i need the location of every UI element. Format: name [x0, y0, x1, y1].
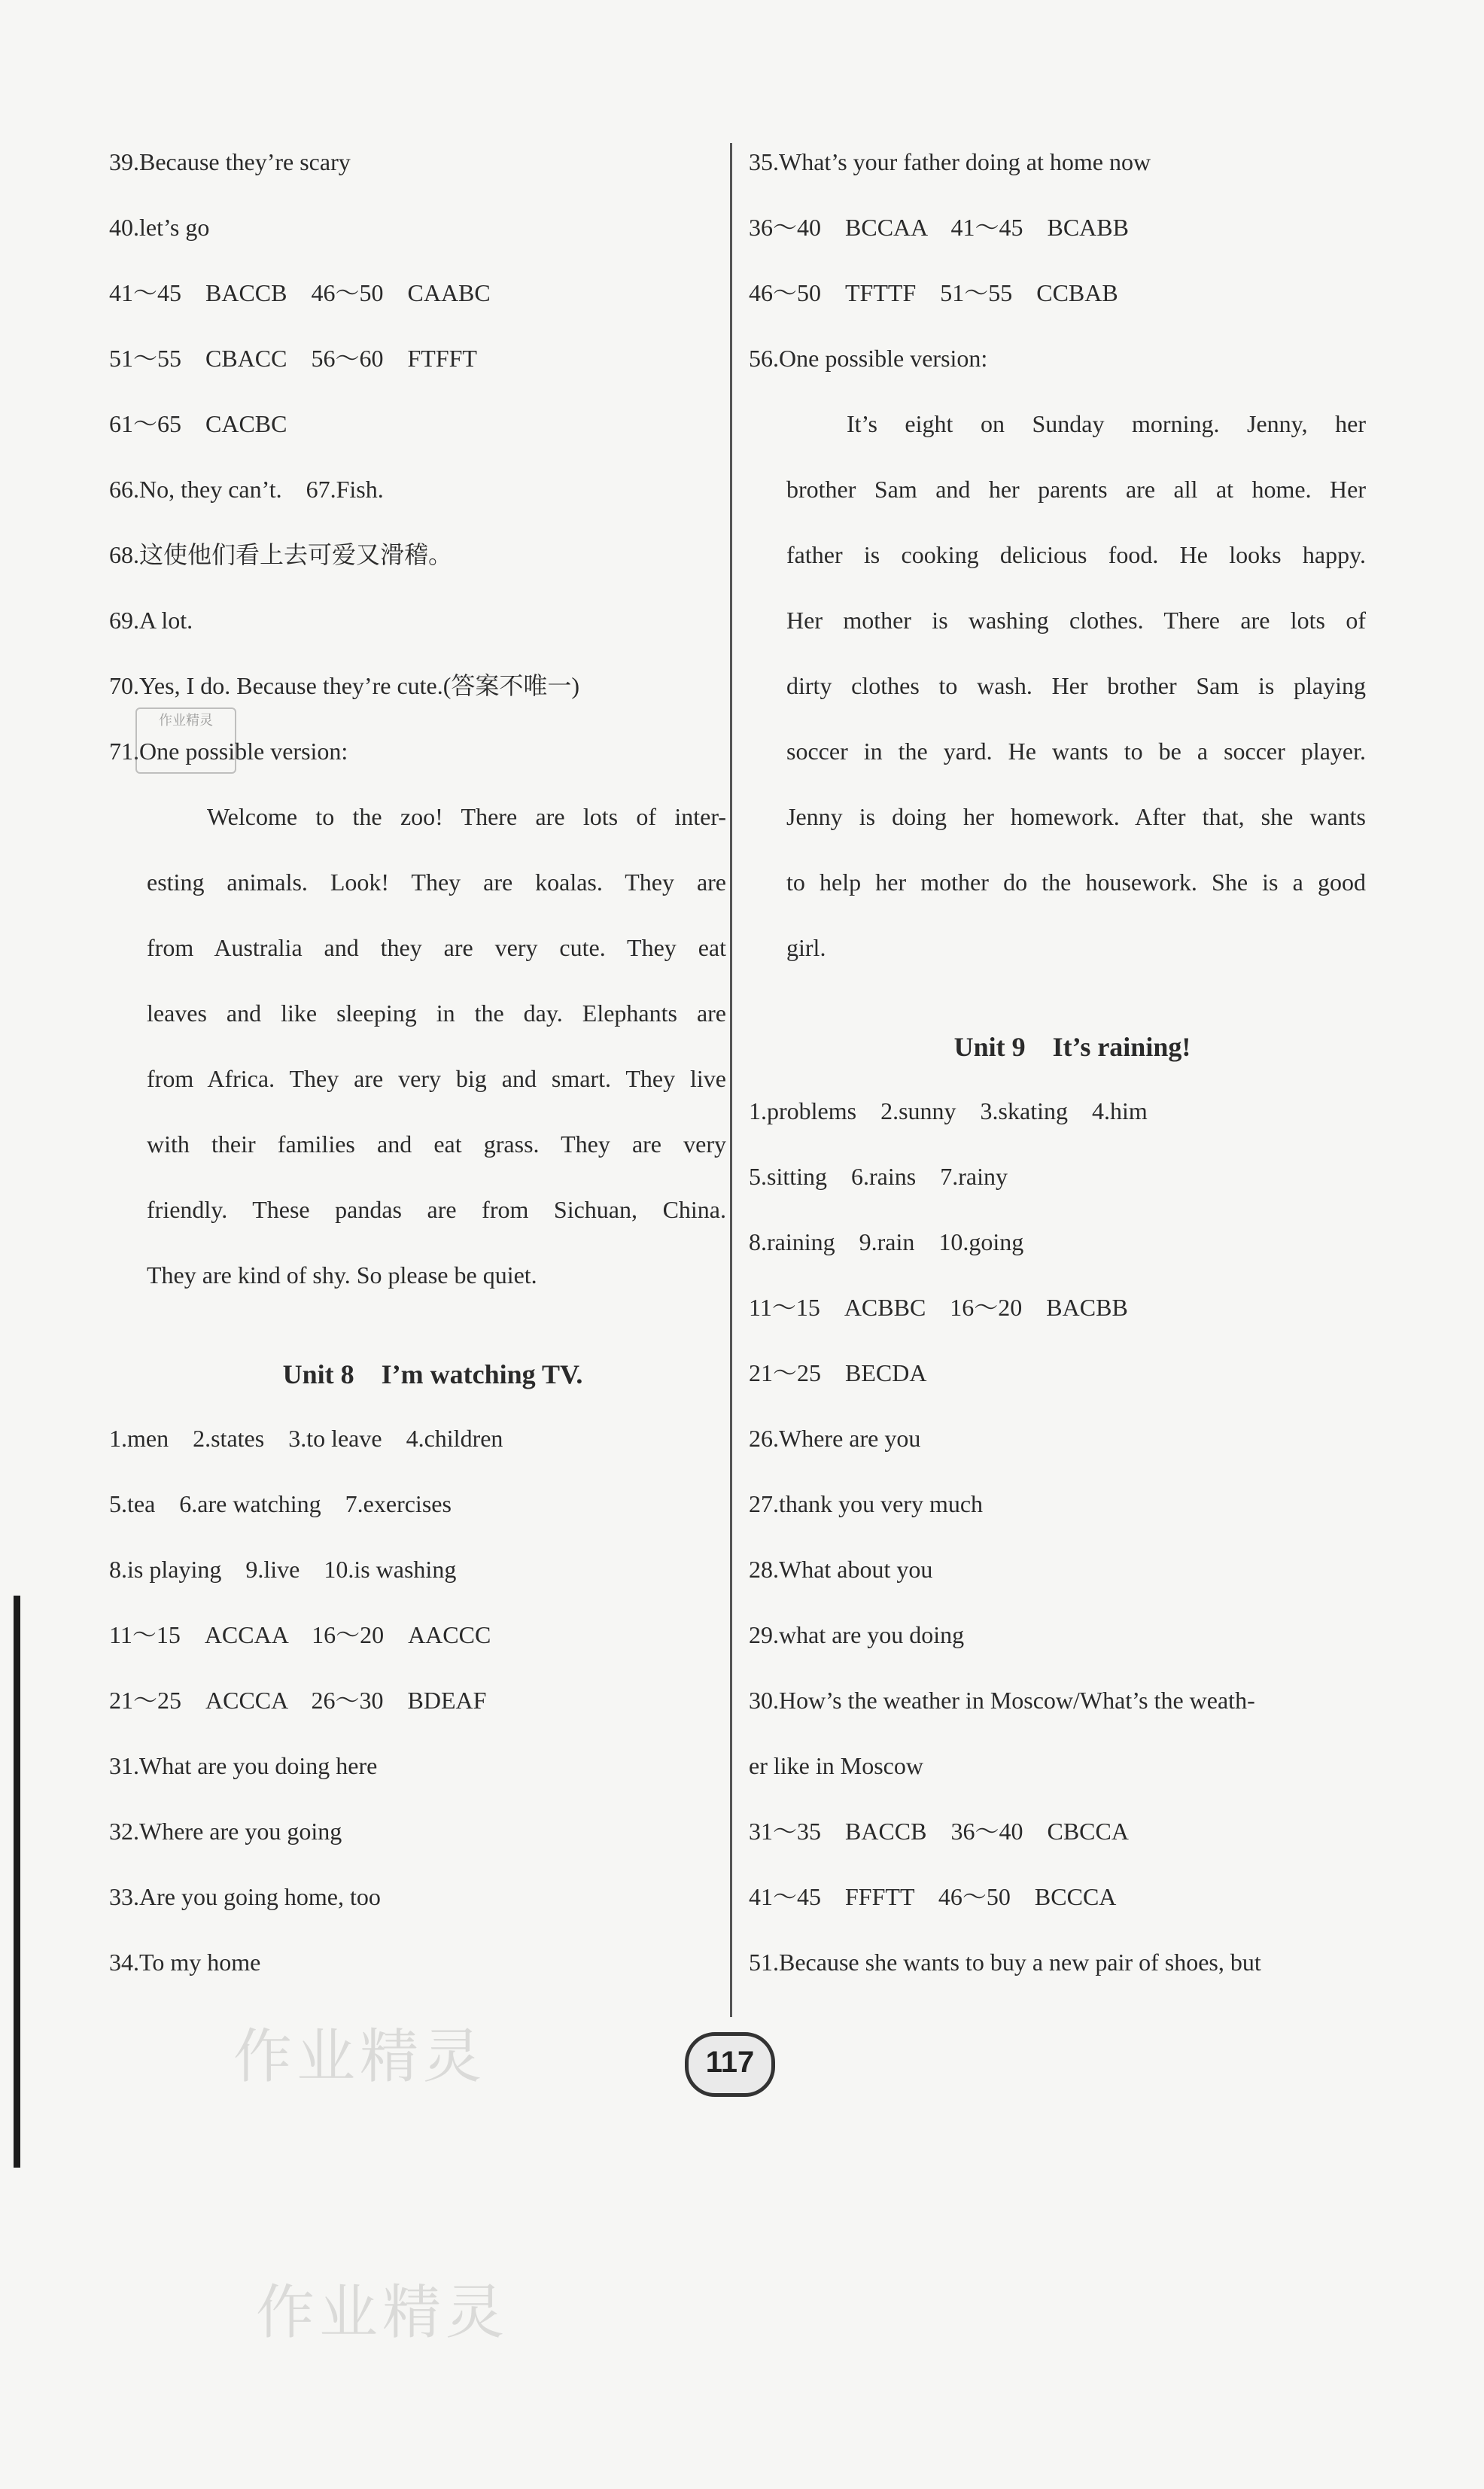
essay-line: esting animals. Look! They are koalas. They are [147, 869, 726, 896]
answer-line: 1.men 2.states 3.to leave 4.children [109, 1425, 503, 1452]
essay-line: brother Sam and her parents are all at home. Her [786, 476, 1366, 503]
right-column [749, 143, 1366, 2009]
answer-line: 31.What are you doing here [109, 1752, 378, 1779]
answer-line: 66.No, they can’t. 67.Fish. [109, 476, 384, 503]
answer-line: 56.One possible version: [749, 345, 988, 372]
answer-line: 1.problems 2.sunny 3.skating 4.him [749, 1097, 1148, 1124]
essay-line: soccer in the yard. He wants to be a soccer player. [786, 738, 1366, 765]
answer-line: 36～40 BCCAA 41～45 BCABB [749, 214, 1129, 241]
essay-line: from Africa. They are very big and smart. They live [147, 1065, 726, 1092]
answer-line: 26.Where are you [749, 1425, 921, 1452]
essay-line: It’s eight on Sunday morning. Jenny, her [847, 410, 1366, 437]
answer-line: 39.Because they’re scary [109, 148, 351, 175]
answer-line: 34.To my home [109, 1949, 261, 1976]
answer-line: 35.What’s your father doing at home now [749, 148, 1151, 175]
essay-line: dirty clothes to wash. Her brother Sam is playing [786, 672, 1366, 699]
essay-line: They are kind of shy. So please be quiet. [147, 1261, 537, 1289]
answer-line: 29.what are you doing [749, 1621, 965, 1648]
answer-line: 8.raining 9.rain 10.going [749, 1228, 1024, 1255]
binding-edge-bar [14, 1596, 20, 2168]
essay-line: father is cooking delicious food. He looks happy. [786, 541, 1366, 568]
answer-line: 27.thank you very much [749, 1490, 984, 1517]
answer-line: er like in Moscow [749, 1752, 923, 1779]
answer-line: 28.What about you [749, 1556, 933, 1583]
watermark: 作业精灵 [233, 2023, 487, 2091]
answer-line: 41～45 FFFTT 46～50 BCCCA [749, 1883, 1117, 1910]
answer-line: 51～55 CBACC 56～60 FTFFT [109, 345, 477, 372]
answer-line: 11～15 ACCAA 16～20 AACCC [109, 1621, 491, 1648]
answer-line: 71.One possible version: [109, 738, 348, 765]
answer-line: 33.Are you going home, too [109, 1883, 381, 1910]
column-divider [730, 143, 732, 2017]
watermark-stamp: 作业精灵 [135, 707, 236, 774]
unit-8-heading: Unit 8 I’m watching TV. [282, 1359, 583, 1389]
unit-9-heading: Unit 9 It’s raining! [953, 1032, 1191, 1062]
essay-line: girl. [786, 934, 826, 961]
answer-line: 5.sitting 6.rains 7.rainy [749, 1163, 1008, 1190]
answer-line: 11～15 ACBBC 16～20 BACBB [749, 1294, 1128, 1321]
essay-line: to help her mother do the housework. She is a good [786, 869, 1366, 896]
answer-line: 21～25 BECDA [749, 1359, 927, 1386]
essay-line: Jenny is doing her homework. After that, she wants [786, 803, 1366, 830]
answer-line: 40.let’s go [109, 214, 210, 241]
essay-line: with their families and eat grass. They are very [147, 1130, 726, 1158]
answer-line: 5.tea 6.are watching 7.exercises [109, 1490, 452, 1517]
answer-line: 41～45 BACCB 46～50 CAABC [109, 279, 491, 306]
essay-line: Welcome to the zoo! There are lots of inter- [207, 803, 726, 830]
sample-essay-zoo [109, 798, 726, 1322]
answer-line: 51.Because she wants to buy a new pair of shoes, but [749, 1949, 1261, 1976]
left-column [109, 143, 726, 2009]
essay-line: from Australia and they are very cute. They eat [147, 934, 726, 961]
essay-line: leaves and like sleeping in the day. Elephants are [147, 1000, 726, 1027]
watermark: 作业精灵 [256, 2279, 509, 2347]
answer-line: 30.How’s the weather in Moscow/What’s the weath- [749, 1687, 1255, 1714]
answer-line: 21～25 ACCCA 26～30 BDEAF [109, 1687, 487, 1714]
answer-line: 61～65 CACBC [109, 410, 287, 437]
answer-line: 70.Yes, I do. Because they’re cute.(答案不唯一) [109, 672, 580, 699]
answer-line: 46～50 TFTTF 51～55 CCBAB [749, 279, 1118, 306]
answer-line: 31～35 BACCB 36～40 CBCCA [749, 1818, 1129, 1845]
answer-line: 32.Where are you going [109, 1818, 342, 1845]
essay-line: friendly. These pandas are from Sichuan, China. [147, 1196, 726, 1223]
sample-essay-family [749, 405, 1366, 994]
essay-line: Her mother is washing clothes. There are lots of [786, 607, 1366, 634]
answer-line: 69.A lot. [109, 607, 193, 634]
page-number: 117 [685, 2032, 775, 2097]
answer-line: 8.is playing 9.live 10.is washing [109, 1556, 457, 1583]
answer-line: 68.这使他们看上去可爱又滑稽。 [109, 541, 453, 568]
